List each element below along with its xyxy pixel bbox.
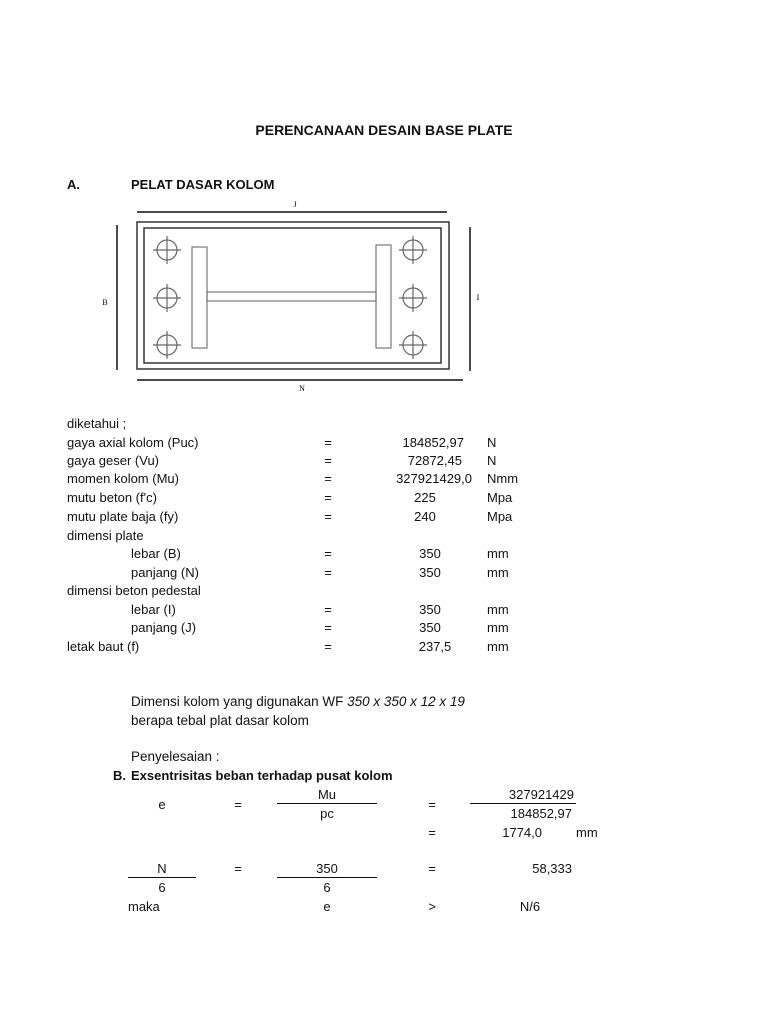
n-value-fraction-bar xyxy=(277,877,377,878)
bolt-label: letak baut (f) xyxy=(67,639,140,654)
cmp-left: e xyxy=(323,899,331,914)
plate-unit: mm xyxy=(487,546,509,561)
n-denominator: 6 xyxy=(158,880,166,895)
bolt-icon-top-left xyxy=(153,236,181,264)
pedestal-value: 350 xyxy=(419,620,441,635)
n-fraction-bar xyxy=(128,877,196,878)
pedestal-unit: mm xyxy=(487,620,509,635)
given-value: 240 xyxy=(414,509,436,524)
fraction-denominator: pc xyxy=(320,806,334,821)
given-label: gaya axial kolom (Puc) xyxy=(67,435,199,450)
plate-label: lebar (B) xyxy=(131,546,181,561)
solution-label: Penyelesaian : xyxy=(131,749,220,764)
pedestal-value: 350 xyxy=(419,602,441,617)
plate-eq: = xyxy=(324,546,332,561)
column-text-prefix: Dimensi kolom yang digunakan WF xyxy=(131,694,344,709)
right-flange xyxy=(376,245,391,348)
label-j: J xyxy=(293,200,297,209)
calc-eq-5: = xyxy=(428,861,436,876)
section-b-heading: Exsentrisitas beban terhadap pusat kolom xyxy=(131,768,393,783)
pedestal-outline xyxy=(137,222,449,369)
label-n: N xyxy=(299,384,305,393)
calc-eq-2: = xyxy=(428,797,436,812)
given-label: momen kolom (Mu) xyxy=(67,471,179,486)
column-web xyxy=(207,292,376,301)
bolt-icon-mid-left xyxy=(153,284,181,312)
pedestal-label: lebar (I) xyxy=(131,602,176,617)
pedestal-label: panjang (J) xyxy=(131,620,197,635)
bolt-value: 237,5 xyxy=(418,639,452,654)
given-unit: Mpa xyxy=(487,509,513,524)
column-profile: 350 x 350 x 12 x 19 xyxy=(347,694,465,709)
label-b: B xyxy=(102,298,108,307)
n-symbol: N xyxy=(157,861,167,876)
question-text: berapa tebal plat dasar kolom xyxy=(131,713,309,728)
section-a-letter: A. xyxy=(67,177,80,192)
calc-eq: = xyxy=(234,797,242,812)
calc-eq-4: = xyxy=(234,861,242,876)
base-plate-outline xyxy=(144,228,441,363)
given-eq: = xyxy=(324,471,332,486)
given-unit: Nmm xyxy=(487,471,519,486)
given-heading: diketahui ; xyxy=(67,416,127,431)
given-unit: N xyxy=(487,435,497,450)
given-label: mutu beton (f'c) xyxy=(67,490,157,505)
plate-label: panjang (N) xyxy=(131,565,199,580)
plate-value: 350 xyxy=(419,546,441,561)
left-flange xyxy=(192,247,207,348)
value-fraction-bar xyxy=(470,803,576,804)
given-value: 72872,45 xyxy=(407,453,462,468)
cmp-op: > xyxy=(428,899,436,914)
base-plate-diagram xyxy=(95,195,495,395)
given-value: 184852,97 xyxy=(402,435,464,450)
bolt-icon-bottom-left xyxy=(153,331,181,359)
pedestal-eq: = xyxy=(324,602,332,617)
n-value: 350 xyxy=(316,861,338,876)
calc-eq-3: = xyxy=(428,825,436,840)
fraction-numerator: Mu xyxy=(317,787,337,802)
section-b-letter: B. xyxy=(113,768,126,783)
given-unit: Mpa xyxy=(487,490,513,505)
given-label: mutu plate baja (fy) xyxy=(67,509,179,524)
given-label: gaya geser (Vu) xyxy=(67,453,160,468)
maka-label: maka xyxy=(128,899,160,914)
pedestal-eq: = xyxy=(324,620,332,635)
page-title: PERENCANAAN DESAIN BASE PLATE xyxy=(255,122,513,138)
plate-unit: mm xyxy=(487,565,509,580)
plate-heading: dimensi plate xyxy=(67,528,144,543)
n-value-denominator: 6 xyxy=(323,880,331,895)
column-description xyxy=(131,694,465,710)
given-eq: = xyxy=(324,453,332,468)
given-eq: = xyxy=(324,509,332,524)
bolt-unit: mm xyxy=(487,639,509,654)
bolt-eq: = xyxy=(324,639,332,654)
cmp-right: N/6 xyxy=(519,899,541,914)
num-value: 327921429 xyxy=(508,787,574,802)
fraction-bar xyxy=(277,803,377,804)
bolt-icon-bottom-right xyxy=(399,331,427,359)
given-unit: N xyxy=(487,453,497,468)
plate-value: 350 xyxy=(419,565,441,580)
n-result: 58,333 xyxy=(532,861,572,876)
plate-eq: = xyxy=(324,565,332,580)
given-value: 327921429,0 xyxy=(396,471,472,486)
bolt-icon-mid-right xyxy=(399,284,427,312)
section-a-heading: PELAT DASAR KOLOM xyxy=(131,177,275,192)
pedestal-unit: mm xyxy=(487,602,509,617)
given-eq: = xyxy=(324,490,332,505)
given-value: 225 xyxy=(414,490,436,505)
den-value: 184852,97 xyxy=(510,806,572,821)
e-symbol: e xyxy=(158,797,166,812)
bolt-icon-top-right xyxy=(399,236,427,264)
pedestal-heading: dimensi beton pedestal xyxy=(67,583,201,598)
e-result-unit: mm xyxy=(576,825,598,840)
label-i: I xyxy=(476,293,480,302)
given-eq: = xyxy=(324,435,332,450)
e-result: 1774,0 xyxy=(502,825,542,840)
